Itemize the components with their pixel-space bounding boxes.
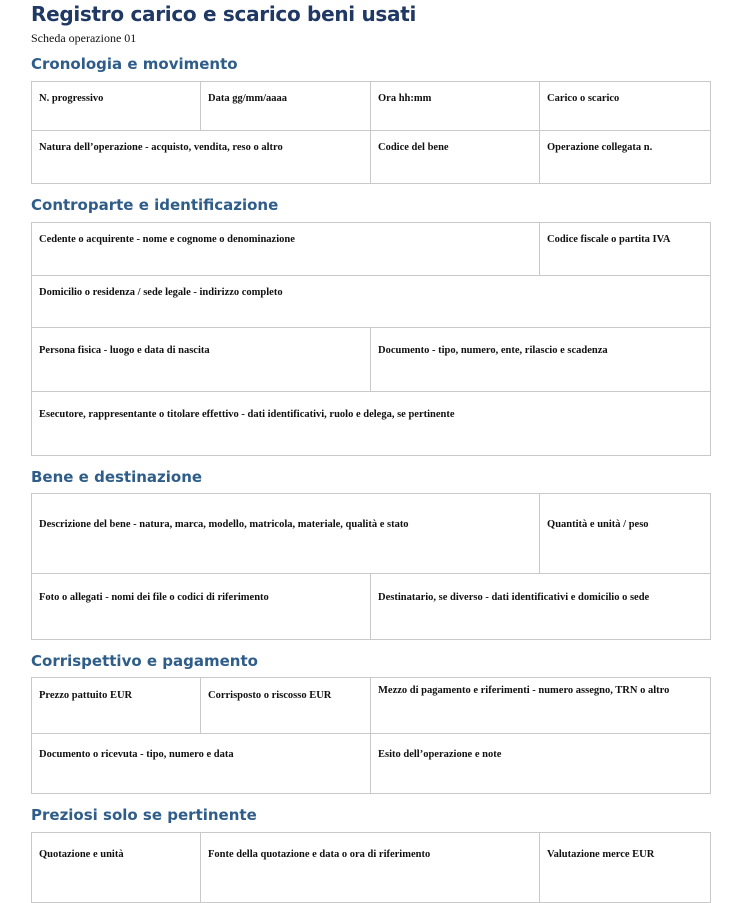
field-label: Prezzo pattuito EUR xyxy=(39,690,133,701)
field-label: Documento o ricevuta - tipo, numero e data xyxy=(39,749,234,760)
field-quantita[interactable] xyxy=(540,494,711,574)
field-label: Codice del bene xyxy=(378,142,449,153)
field-carico-scarico[interactable] xyxy=(540,82,711,131)
field-label: Codice fiscale o partita IVA xyxy=(547,234,671,245)
table-controparte xyxy=(31,222,711,456)
section-heading-bene: Bene e destinazione xyxy=(31,468,203,486)
field-esito[interactable] xyxy=(371,734,711,794)
field-label: Natura dell’operazione - acquisto, vendita, reso o altro xyxy=(39,142,283,153)
field-documento[interactable] xyxy=(371,328,711,392)
field-operazione-collegata[interactable] xyxy=(540,131,711,184)
field-codice-fiscale[interactable] xyxy=(540,223,711,276)
table-cronologia xyxy=(31,81,711,184)
field-label: Documento - tipo, numero, ente, rilascio e scadenza xyxy=(378,345,608,356)
field-label: Operazione collegata n. xyxy=(547,142,653,153)
field-label: Domicilio o residenza / sede legale - indirizzo completo xyxy=(39,287,283,298)
field-label: Esito dell’operazione e note xyxy=(378,749,502,760)
field-valutazione[interactable] xyxy=(540,833,711,903)
field-label: Carico o scarico xyxy=(547,93,620,104)
field-label: Fonte della quotazione e data o ora di riferimento xyxy=(208,849,431,860)
field-corrisposto[interactable] xyxy=(201,678,371,734)
field-label: Data gg/mm/aaaa xyxy=(208,93,288,104)
field-natura[interactable] xyxy=(32,131,371,184)
field-label: Mezzo di pagamento e riferimenti - numero assegno, TRN o altro xyxy=(378,685,670,696)
field-label: Quantità e unità / peso xyxy=(547,519,649,530)
field-mezzo-pagamento[interactable] xyxy=(371,678,711,734)
field-cedente[interactable] xyxy=(32,223,540,276)
field-domicilio[interactable] xyxy=(32,276,711,328)
section-heading-cronologia: Cronologia e movimento xyxy=(31,55,238,73)
field-descrizione[interactable] xyxy=(32,494,540,574)
section-heading-controparte: Controparte e identificazione xyxy=(31,196,279,214)
section-heading-corrispettivo: Corrispettivo e pagamento xyxy=(31,652,258,670)
table-corrispettivo xyxy=(31,677,711,794)
field-label: Persona fisica - luogo e data di nascita xyxy=(39,345,210,356)
field-label: Cedente o acquirente - nome e cognome o denominazione xyxy=(39,234,295,245)
field-persona-fisica[interactable] xyxy=(32,328,371,392)
field-label: Quotazione e unità xyxy=(39,849,124,860)
section-heading-preziosi: Preziosi solo se pertinente xyxy=(31,806,257,824)
field-progressivo[interactable] xyxy=(32,82,201,131)
field-prezzo[interactable] xyxy=(32,678,201,734)
field-label: Valutazione merce EUR xyxy=(547,849,655,860)
field-codice-bene[interactable] xyxy=(371,131,540,184)
field-fonte[interactable] xyxy=(201,833,540,903)
field-foto[interactable] xyxy=(32,574,371,640)
field-ora[interactable] xyxy=(371,82,540,131)
field-label: Esecutore, rappresentante o titolare effettivo - dati identificativi, ruolo e delega, se pertinente xyxy=(39,409,455,420)
field-label: Corrisposto o riscosso EUR xyxy=(208,690,332,701)
field-quotazione[interactable] xyxy=(32,833,201,903)
field-label: Foto o allegati - nomi dei file o codici di riferimento xyxy=(39,592,269,603)
table-preziosi xyxy=(31,832,711,903)
field-destinatario[interactable] xyxy=(371,574,711,640)
table-bene xyxy=(31,493,711,640)
field-label: Descrizione del bene - natura, marca, modello, matricola, materiale, qualità e stato xyxy=(39,519,409,530)
field-esecutore[interactable] xyxy=(32,392,711,456)
field-data[interactable] xyxy=(201,82,371,131)
field-label: Ora hh:mm xyxy=(378,93,432,104)
page-subtitle: Scheda operazione 01 xyxy=(31,31,137,45)
form-page xyxy=(31,0,710,860)
field-ricevuta[interactable] xyxy=(32,734,371,794)
field-label: Destinatario, se diverso - dati identificativi e domicilio o sede xyxy=(378,592,650,603)
page-title: Registro carico e scarico beni usati xyxy=(31,2,417,26)
field-label: N. progressivo xyxy=(39,93,104,104)
